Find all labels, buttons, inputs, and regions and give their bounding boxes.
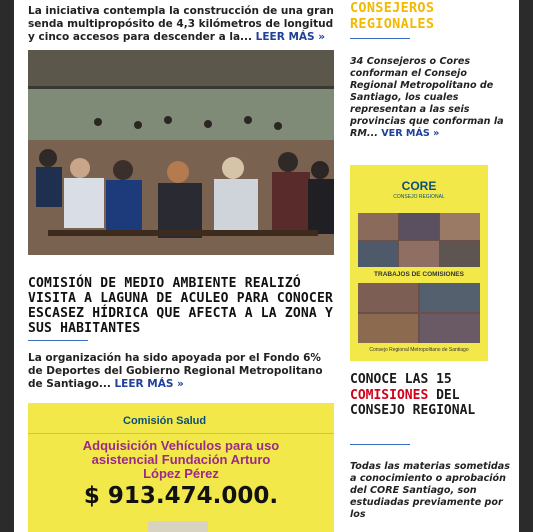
meeting-photo-image bbox=[28, 50, 334, 255]
comisiones-heading-red: COMISIONES bbox=[350, 387, 429, 403]
vehicle-image bbox=[148, 521, 208, 532]
comisiones-heading-post: DEL CONSEJO REGIONAL bbox=[350, 387, 476, 418]
article2-read-more-link[interactable]: LEER MÁS » bbox=[114, 378, 183, 390]
poster-photo-grid-bottom bbox=[358, 283, 480, 343]
comisiones-divider bbox=[350, 444, 410, 445]
core-logo: CORE bbox=[401, 179, 437, 193]
poster-footer: Consejo Regional Metropolitano de Santiago bbox=[369, 347, 469, 353]
consejeros-divider bbox=[350, 38, 410, 39]
banner-divider bbox=[28, 433, 334, 434]
comisiones-heading[interactable] bbox=[350, 372, 512, 419]
poster-photo-grid-top bbox=[358, 213, 480, 267]
banner-line1: Adquisición Vehículos para uso bbox=[82, 438, 280, 453]
banner-amount: $ 913.474.000. bbox=[83, 483, 279, 509]
core-logo-sub: CONSEJO REGIONAL bbox=[393, 194, 445, 200]
comision-salud-banner[interactable] bbox=[28, 403, 334, 532]
banner-text bbox=[28, 439, 334, 481]
banner-tag: Comisión Salud bbox=[123, 415, 207, 427]
article2-headline[interactable]: COMISIÓN DE MEDIO AMBIENTE REALIZÓ VISITA A LAGUNA DE ACULEO PARA CONOCER ESCASEZ HÍDRICA QUE AFECTA A LA ZONA Y SUS HABITANTES bbox=[28, 276, 334, 336]
consejeros-summary bbox=[350, 56, 512, 140]
headline-divider bbox=[28, 340, 88, 341]
article1-read-more-link[interactable]: LEER MÁS » bbox=[256, 31, 325, 43]
article1-summary bbox=[28, 5, 334, 44]
meeting-photo[interactable] bbox=[28, 50, 334, 255]
comisiones-summary: Todas las materias sometidas a conocimiento o aprobación del CORE Santiago, son estudiadas previamente por los bbox=[350, 461, 510, 520]
article2-summary-text: La organización ha sido apoyada por el Fondo 6% de Deportes del Gobierno Regional Metropolitano de Santiago... bbox=[28, 352, 323, 390]
core-comisiones-poster[interactable] bbox=[350, 165, 488, 361]
article1-summary-text: La iniciativa contempla la construcción de una gran senda multipropósito de 4,3 kilómetros de longitud y cinco accesos para descender a la... bbox=[28, 5, 334, 43]
consejeros-heading[interactable]: CONSEJEROS REGIONALES bbox=[350, 0, 435, 32]
poster-mid-label: TRABAJOS DE COMISIONES bbox=[374, 271, 464, 278]
consejeros-text: 34 Consejeros o Cores conforman el Consejo Regional Metropolitano de Santiago, los cuales representan a las seis provincias que conforman la RM... bbox=[350, 56, 504, 139]
newsletter-page bbox=[14, 0, 519, 532]
banner-line2: asistencial Fundación Arturo bbox=[91, 452, 271, 467]
article2-summary bbox=[28, 352, 334, 391]
banner-line3: López Pérez bbox=[143, 466, 219, 481]
comisiones-heading-pre: CONOCE LAS 15 bbox=[350, 372, 452, 387]
consejeros-see-more-link[interactable]: VER MÁS » bbox=[381, 128, 439, 139]
